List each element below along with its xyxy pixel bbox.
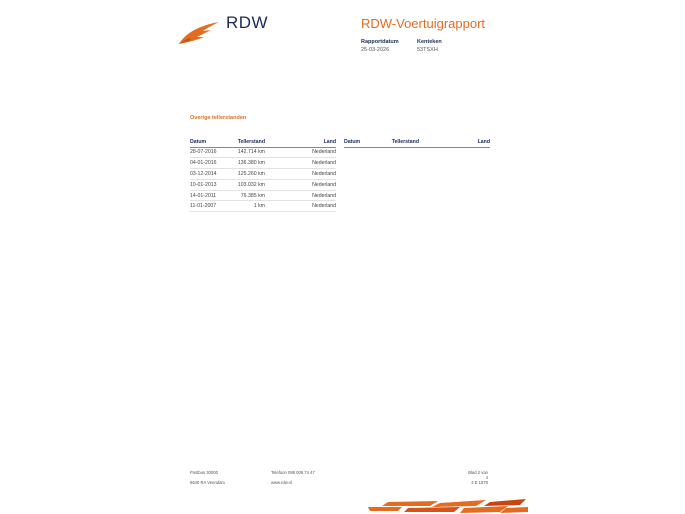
column-header-tellerstand: Tellerstand (391, 139, 419, 145)
footer-website[interactable]: www.rdw.nl (271, 480, 292, 485)
odometer-table-left (190, 139, 336, 212)
cell-land: Nederland (312, 149, 336, 156)
rdw-logo-text: RDW (226, 13, 269, 32)
cell-land: Nederland (312, 203, 336, 210)
table-header (344, 139, 490, 148)
report-date-label: Rapportdatum (361, 39, 399, 45)
cell-datum: 28-07-2016 (190, 149, 217, 156)
odometer-table-right (344, 139, 490, 148)
cell-tellerstand: 142.714 km (237, 149, 265, 156)
rdw-stripes-icon (368, 498, 528, 514)
cell-datum: 14-01-2011 (190, 192, 217, 199)
footer-postbus: Postbus 30000 (190, 470, 218, 475)
cell-tellerstand: 1 km (253, 203, 265, 210)
table-header (190, 139, 336, 148)
cell-datum: 04-01-2016 (190, 160, 217, 167)
column-header-land: Land (323, 139, 336, 145)
section-title: Overige tellerstanden (190, 115, 247, 121)
column-header-datum: Datum (190, 139, 207, 145)
table-row (190, 169, 336, 180)
cell-tellerstand: 76.385 km (240, 192, 265, 199)
column-header-tellerstand: Tellerstand (237, 139, 265, 145)
table-row (190, 201, 336, 212)
footer-telefoon: Telefoon 088 008 74 47 (271, 470, 315, 475)
document-title: RDW-Voertuigrapport (361, 16, 486, 31)
table-row (190, 148, 336, 159)
cell-land: Nederland (312, 181, 336, 188)
table-row (190, 158, 336, 169)
cell-tellerstand: 136.380 km (237, 160, 265, 167)
footer-address: 9640 RA Veendam (190, 480, 225, 485)
table-row (190, 191, 336, 202)
license-plate-value: 53TSXH (417, 47, 438, 53)
cell-land: Nederland (312, 170, 336, 177)
column-header-datum: Datum (344, 139, 361, 145)
cell-datum: 11-01-2007 (190, 203, 217, 210)
report-date-value: 25-03-2026 (361, 47, 390, 53)
cell-tellerstand: 125.260 km (237, 170, 265, 177)
cell-land: Nederland (312, 192, 336, 199)
footer-code: 3 E 1878 (471, 480, 488, 485)
rdw-logo-icon (177, 20, 221, 46)
cell-datum: 10-01-2013 (190, 181, 217, 188)
report-date-block (361, 39, 399, 53)
column-header-land: Land (477, 139, 490, 145)
license-plate-label: Kenteken (417, 39, 442, 45)
cell-tellerstand: 103.032 km (237, 181, 265, 188)
cell-datum: 03-12-2014 (190, 170, 217, 177)
table-row (190, 180, 336, 191)
license-plate-block (417, 39, 442, 53)
cell-land: Nederland (312, 160, 336, 167)
footer-page-number: Blad 2 van 4 (468, 470, 488, 480)
